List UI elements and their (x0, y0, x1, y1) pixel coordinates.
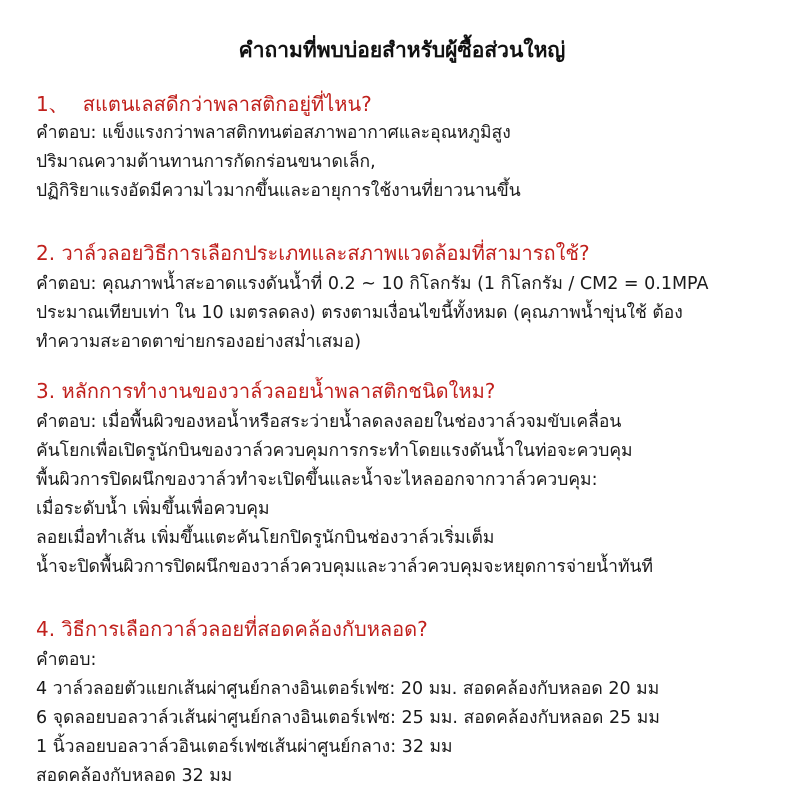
faq-answer-1-line: ปริมาณความต้านทานการกัดกร่อนขนาดเล็ก, (36, 152, 376, 172)
faq-answer-4-line: 1 นิ้วลอยบอลวาล์วอินเตอร์เฟซเส้นผ่าศูนย์กลาง: 32 มม (36, 737, 453, 757)
faq-answer-2-line: คำตอบ: คุณภาพน้ำสะอาดแรงดันน้ำที่ 0.2 ~ 10 กิโลกรัม (1 กิโลกรัม / CM2 = 0.1MPA (36, 274, 709, 294)
faq-question-3 (36, 377, 495, 405)
page-title: คำถามที่พบบ่อยสำหรับผู้ซื้อส่วนใหญ่ (238, 38, 566, 62)
faq-answer-3-line: น้ำจะปิดพื้นผิวการปิดผนึกของวาล์วควบคุมและวาล์วควบคุมจะหยุดการจ่ายน้ำทันที (36, 557, 653, 577)
faq-answer-1-line: ปฏิกิริยาแรงอัดมีความไวมากขึ้นและอายุการใช้งานที่ยาวนานขึ้น (36, 181, 521, 201)
faq-answer-3-line: พื้นผิวการปิดผนึกของวาล์วทำจะเปิดขึ้นและน้ำจะไหลออกจากวาล์วควบคุม: (36, 470, 598, 490)
faq-answer-4-line: คำตอบ: (36, 650, 97, 670)
faq-question-3-text: 3. หลักการทำงานของวาล์วลอยน้ำพลาสติกชนิดใหม? (36, 379, 496, 403)
faq-answer-1-line: คำตอบ: แข็งแรงกว่าพลาสติกทนต่อสภาพอากาศและอุณหภูมิสูง (36, 123, 511, 143)
faq-question-2 (36, 239, 590, 267)
faq-answer-4 (36, 646, 660, 791)
faq-answer-4-line: สอดคล้องกับหลอด 32 มม (36, 766, 233, 786)
faq-answer-3-line: เมื่อระดับน้ำ เพิ่มขึ้นเพื่อควบคุม (36, 499, 270, 519)
faq-answer-2-line: ทำความสะอาดตาข่ายกรองอย่างสม่ำเสมอ) (36, 332, 362, 352)
faq-answer-3-line: ลอยเมื่อทำเส้น เพิ่มขึ้นแตะคันโยกปิดรูนักบินช่องวาล์วเริ่มเต็ม (36, 528, 495, 548)
faq-answer-3-line: คันโยกเพื่อเปิดรูนักบินของวาล์วควบคุมการกระทำโดยแรงดันน้ำในท่อจะควบคุม (36, 441, 633, 461)
faq-question-2-text: 2. วาล์วลอยวิธีการเลือกประเภทและสภาพแวดล้อมที่สามารถใช้? (36, 241, 590, 265)
faq-answer-2-line: ประมาณเทียบเท่า ใน 10 เมตรลดลง) ตรงตามเงื่อนไขนี้ทั้งหมด (คุณภาพน้ำขุ่นใช้ ต้อง (36, 303, 683, 323)
faq-question-1-text: สแตนเลสดีกว่าพลาสติกอยู่ที่ไหน? (82, 92, 372, 116)
faq-question-1-number: 1、 (36, 92, 69, 116)
faq-answer-2 (36, 270, 708, 357)
faq-answer-3 (36, 408, 653, 582)
faq-answer-4-line: 6 จุดลอยบอลวาล์วเส้นผ่าศูนย์กลางอินเตอร์เฟซ: 25 มม. สอดคล้องกับหลอด 25 มม (36, 708, 660, 728)
faq-answer-1 (36, 119, 521, 206)
faq-question-4 (36, 615, 428, 643)
faq-answer-3-line: คำตอบ: เมื่อพื้นผิวของหอน้ำหรือสระว่ายน้ำลดลงลอยในช่องวาล์วจมขับเคลื่อน (36, 412, 622, 432)
faq-question-1 (36, 90, 372, 118)
faq-question-4-text: 4. วิธีการเลือกวาล์วลอยที่สอดคล้องกับหลอด? (36, 617, 428, 641)
faq-answer-4-line: 4 วาล์วลอยตัวแยกเส้นผ่าศูนย์กลางอินเตอร์เฟซ: 20 มม. สอดคล้องกับหลอด 20 มม (36, 679, 660, 699)
